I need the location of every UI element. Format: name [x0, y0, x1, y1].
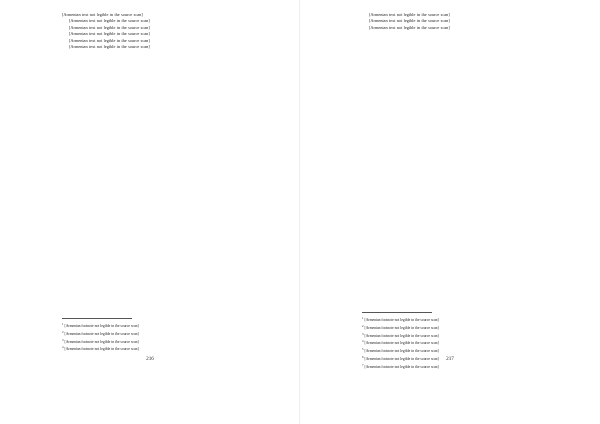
- footnote-text: [Armenian footnote not legible in the source scan]: [364, 349, 439, 354]
- left-paragraph-6: [Armenian text not legible in the source scan]: [69, 44, 150, 50]
- footnote-number: 2: [362, 323, 364, 328]
- footnote-text: [Armenian footnote not legible in the source scan]: [64, 332, 139, 337]
- footnote-number: 5: [362, 347, 364, 352]
- left-footnote-3: [62, 338, 240, 346]
- right-footnote-3: [362, 332, 540, 340]
- footnote-number: 2: [62, 329, 64, 334]
- footnote-text: [Armenian footnote not legible in the source scan]: [364, 333, 439, 338]
- right-footnote-4: [362, 339, 540, 347]
- footnote-text: [Armenian footnote not legible in the source scan]: [364, 318, 439, 323]
- footnote-text: [Armenian footnote not legible in the source scan]: [364, 365, 439, 370]
- footnote-text: [Armenian footnote not legible in the source scan]: [364, 326, 439, 331]
- footnote-number: 4: [62, 345, 64, 350]
- left-page-number: 216: [146, 356, 154, 362]
- footnote-text: [Armenian footnote not legible in the source scan]: [64, 347, 139, 352]
- footnote-number: 7: [362, 362, 364, 367]
- right-page-number: 217: [446, 356, 454, 362]
- right-paragraph-2: [Armenian text not legible in the source scan]: [369, 18, 450, 24]
- footnote-text: [Armenian footnote not legible in the source scan]: [64, 339, 139, 344]
- footnote-number: 3: [362, 331, 364, 336]
- footnote-text: [Armenian footnote not legible in the source scan]: [364, 357, 439, 362]
- right-paragraph-3: [Armenian text not legible in the source scan]: [369, 24, 450, 30]
- right-page: [300, 0, 600, 424]
- left-footnotes: [62, 318, 240, 353]
- footnote-number: 3: [62, 337, 64, 342]
- right-body-text: [362, 12, 540, 31]
- right-footnote-2: [362, 324, 540, 332]
- right-footnote-5: [362, 347, 540, 355]
- footnote-text: [Armenian footnote not legible in the source scan]: [364, 341, 439, 346]
- right-paragraph-1: [Armenian text not legible in the source scan]: [369, 12, 450, 17]
- footnote-number: 6: [362, 355, 364, 360]
- right-footnote-1: [362, 316, 540, 324]
- left-paragraph-3: [Armenian text not legible in the source scan]: [69, 24, 150, 30]
- left-paragraph-4: [Armenian text not legible in the source scan]: [69, 31, 150, 37]
- left-footnote-1: [62, 322, 240, 330]
- right-footnote-7: [362, 363, 540, 371]
- left-body-text: [62, 12, 240, 50]
- footnote-number: 4: [362, 339, 364, 344]
- footnote-rule: [362, 312, 432, 313]
- left-paragraph-5: [Armenian text not legible in the source scan]: [69, 37, 150, 43]
- left-paragraph-2: [Armenian text not legible in the source scan]: [69, 18, 150, 24]
- footnote-rule: [62, 318, 132, 319]
- left-footnote-2: [62, 330, 240, 338]
- left-footnote-4: [62, 345, 240, 353]
- left-paragraph-1: [Armenian text not legible in the source scan]: [62, 12, 143, 17]
- footnote-text: [Armenian footnote not legible in the source scan]: [64, 324, 139, 329]
- footnote-number: 1: [362, 316, 364, 320]
- footnote-number: 1: [62, 322, 64, 326]
